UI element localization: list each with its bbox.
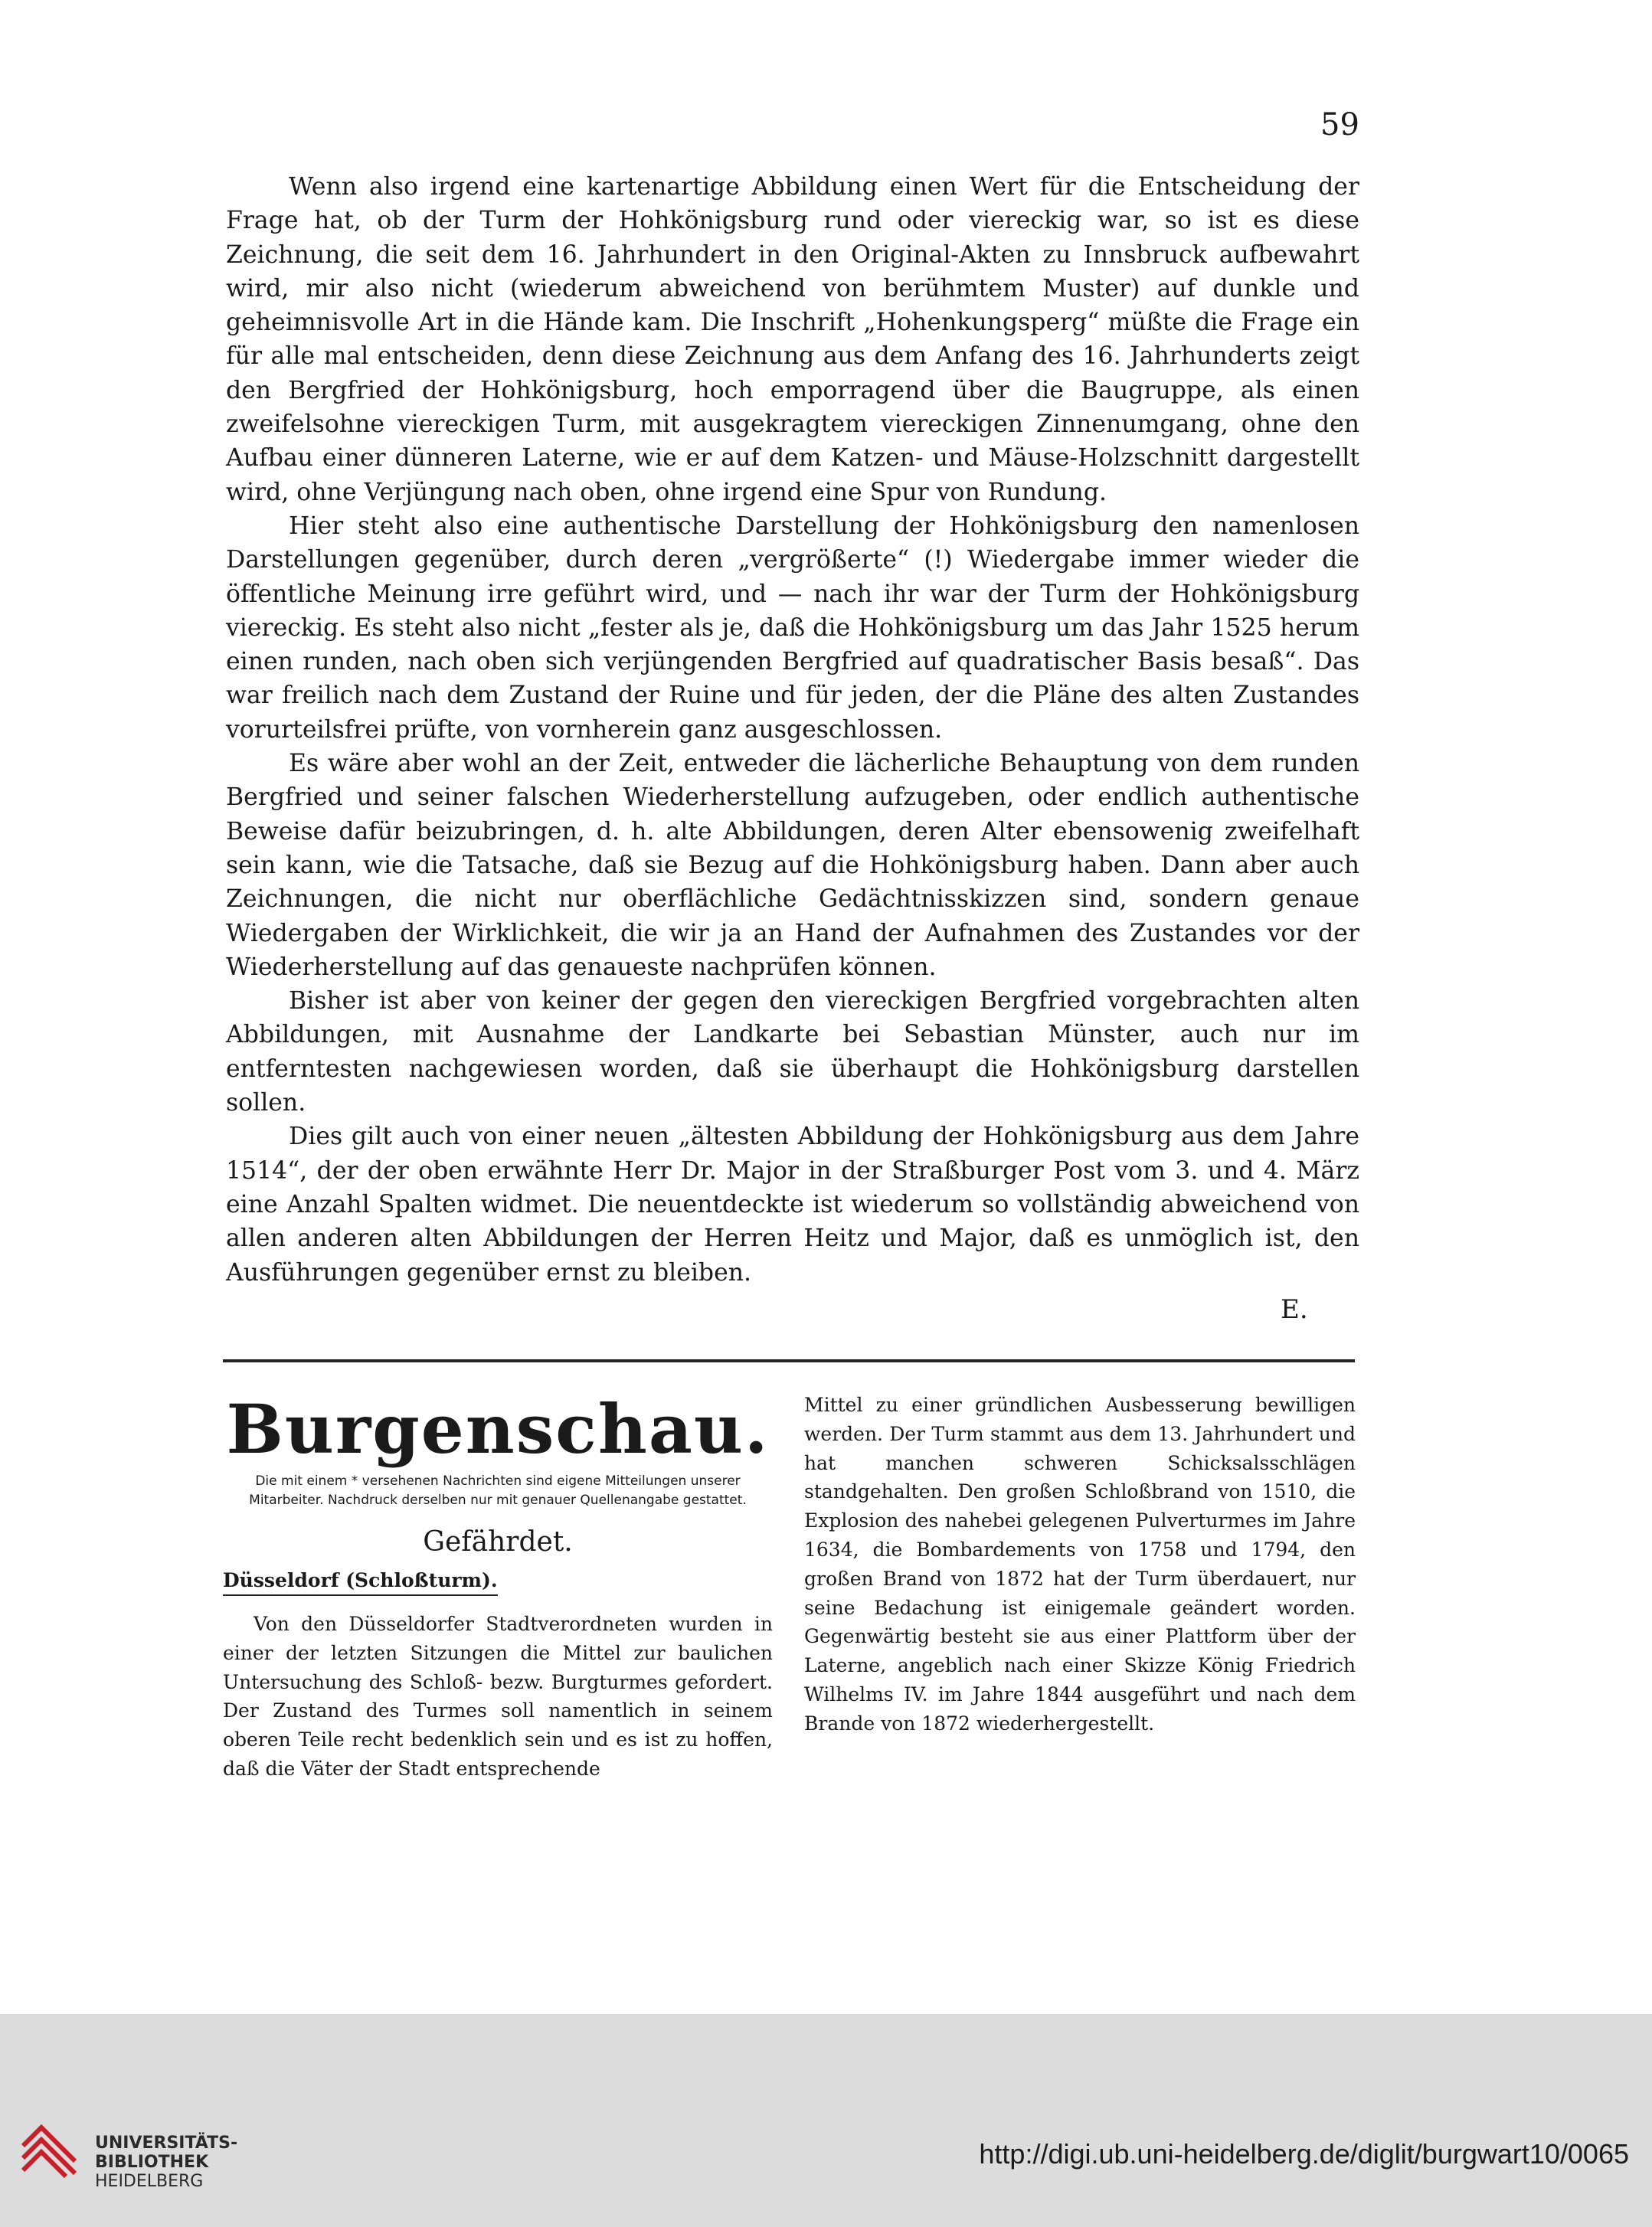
section-divider (223, 1359, 1355, 1362)
paragraph: Wenn also irgend eine kartenartige Abbildung einen Wert für die Entscheidung der Frage hat, ob der Turm der Hohkönigsburg rund oder viereckig war, so ist es diese Zeichnung, die seit dem 16. Jahrhundert in den Original-Akten zu Innsbruck aufbewahrt wird, mir also nicht (wiederum abweichend von berühmtem Muster) auf dunkle und geheimnisvolle Art in die Hände kam. Die Inschrift „Hohenkungsperg“ müßte die Frage ein für alle mal entscheiden, denn diese Zeichnung aus dem Anfang des 16. Jahrhunderts zeigt den Bergfried der Hohkönigsburg, hoch emporragend über die Baugruppe, als einen zweifelsohne viereckigen Turm, mit ausgekragtem viereckigen Zinnenumgang, ohne den Aufbau einer dünneren Laterne, wie er auf dem Katzen- und Mäuse-Holzschnitt dargestellt wird, ohne Verjüngung nach oben, ohne irgend eine Spur von Rundung. (226, 173, 1359, 506)
entry-heading: Düsseldorf (Schloßturm). (223, 1567, 498, 1596)
burgenschau-right-column (804, 1391, 1356, 1738)
article-body (226, 170, 1359, 1290)
library-name-line: UNIVERSITÄTS- (95, 2134, 238, 2153)
entry-text-right: Mittel zu einer gründlichen Ausbesserung bewilligen werden. Der Turm stammt aus dem 13. Jahrhundert und hat manchen schweren Schicksalsschlägen standgehalten. Den großen Schloßbrand von 1510, die Explosion des nahebei gelegenen Pulverturmes im Jahre 1634, die Bombardements von 1758 und 1794, den großen Brand von 1872 hat der Turm überdauert, nur seine Bedachung ist einigemale geändert worden. Gegenwärtig besteht sie aus einer Plattform über der Laterne, angeblich nach einer Skizze König Friedrich Wilhelms IV. im Jahre 1844 ausgeführt und nach dem Brande von 1872 wiederhergestellt. (804, 1394, 1356, 1735)
entry-text-left: Von den Düsseldorfer Stadtverordneten wurden in einer der letzten Sitzungen die Mittel zur baulichen Untersuchung des Schloß- bezw. Burgturmes gefordert. Der Zustand des Turmes soll namentlich in seinem oberen Teile recht bedenklich sein und es ist zu hoffen, daß die Väter der Stadt entsprechende (223, 1613, 773, 1780)
source-url-link[interactable]: http://digi.ub.uni-heidelberg.de/diglit/burgwart10/0065 (979, 2138, 1629, 2170)
library-name-line: HEIDELBERG (95, 2172, 204, 2191)
page-number: 59 (1320, 107, 1359, 142)
paragraph: Dies gilt auch von einer neuen „ältesten Abbildung der Hohkönigsburg aus dem Jahre 1514“, der der oben erwähnte Herr Dr. Major in der Straßburger Post vom 3. und 4. März eine Anzahl Spalten widmet. Die neuentdeckte ist wiederum so vollständig abweichend von allen anderen alten Abbildungen der Herren Heitz und Major, daß es unmöglich ist, den Ausführungen gegenüber ernst zu bleiben. (226, 1123, 1359, 1287)
author-signature: E. (1281, 1294, 1308, 1325)
paragraph: Hier steht also eine authentische Darstellung der Hohkönigsburg den namenlosen Darstellungen gegenüber, durch deren „vergrößerte“ (!) Wiedergabe immer wieder die öffentliche Meinung irre geführt wird, und — nach ihr war der Turm der Hohkönigsburg viereckig. Es steht also nicht „fester als je, daß die Hohkönigsburg um das Jahr 1525 herum einen runden, nach oben sich verjüngenden Bergfried auf quadratischer Basis besaß“. Das war freilich nach dem Zustand der Ruine und für jeden, der die Pläne des alten Zustandes vorurteilsfrei prüfte, von vornherein ganz ausgeschlossen. (226, 512, 1359, 744)
paragraph: Es wäre aber wohl an der Zeit, entweder die lächerliche Behauptung von dem runden Bergfried und seiner falschen Wiederherstellung aufzugeben, oder endlich authentische Beweise dafür beizubringen, d. h. alte Abbildungen, deren Alter ebensowenig zweifelhaft sein kann, wie die Tatsache, daß sie Bezug auf die Hohkönigsburg haben. Dann aber auch Zeichnungen, die nicht nur oberflächliche Gedächtnisskizzen sind, sondern genaue Wiedergaben der Wirklichkeit, die wir ja an Hand der Aufnahmen des Zustandes vor der Wiederherstellung auf das genaueste nachprüfen können. (226, 750, 1359, 981)
section-title: Burgenschau. (226, 1389, 770, 1469)
paragraph: Bisher ist aber von keiner der gegen den viereckigen Bergfried vorgebrachten alten Abbildungen, mit Ausnahme der Landkarte bei Sebastian Münster, auch nur im entferntesten nachgewiesen worden, daß sie überhaupt die Hohkönigsburg darstellen sollen. (226, 987, 1359, 1117)
library-name-line: BIBLIOTHEK (95, 2153, 209, 2172)
library-name[interactable] (95, 2134, 237, 2191)
burgenschau-left-column (223, 1378, 773, 1784)
viewer-footer (0, 2014, 1652, 2227)
section-note: Die mit einem * versehenen Nachrichten sind eigene Mitteilungen unserer Mitarbeiter. Nachdruck derselben nur mit genauer Quellenangabe gestattet. (249, 1473, 747, 1508)
university-library-logo-icon (18, 2123, 80, 2184)
subsection-heading: Gefährdet. (423, 1526, 573, 1558)
